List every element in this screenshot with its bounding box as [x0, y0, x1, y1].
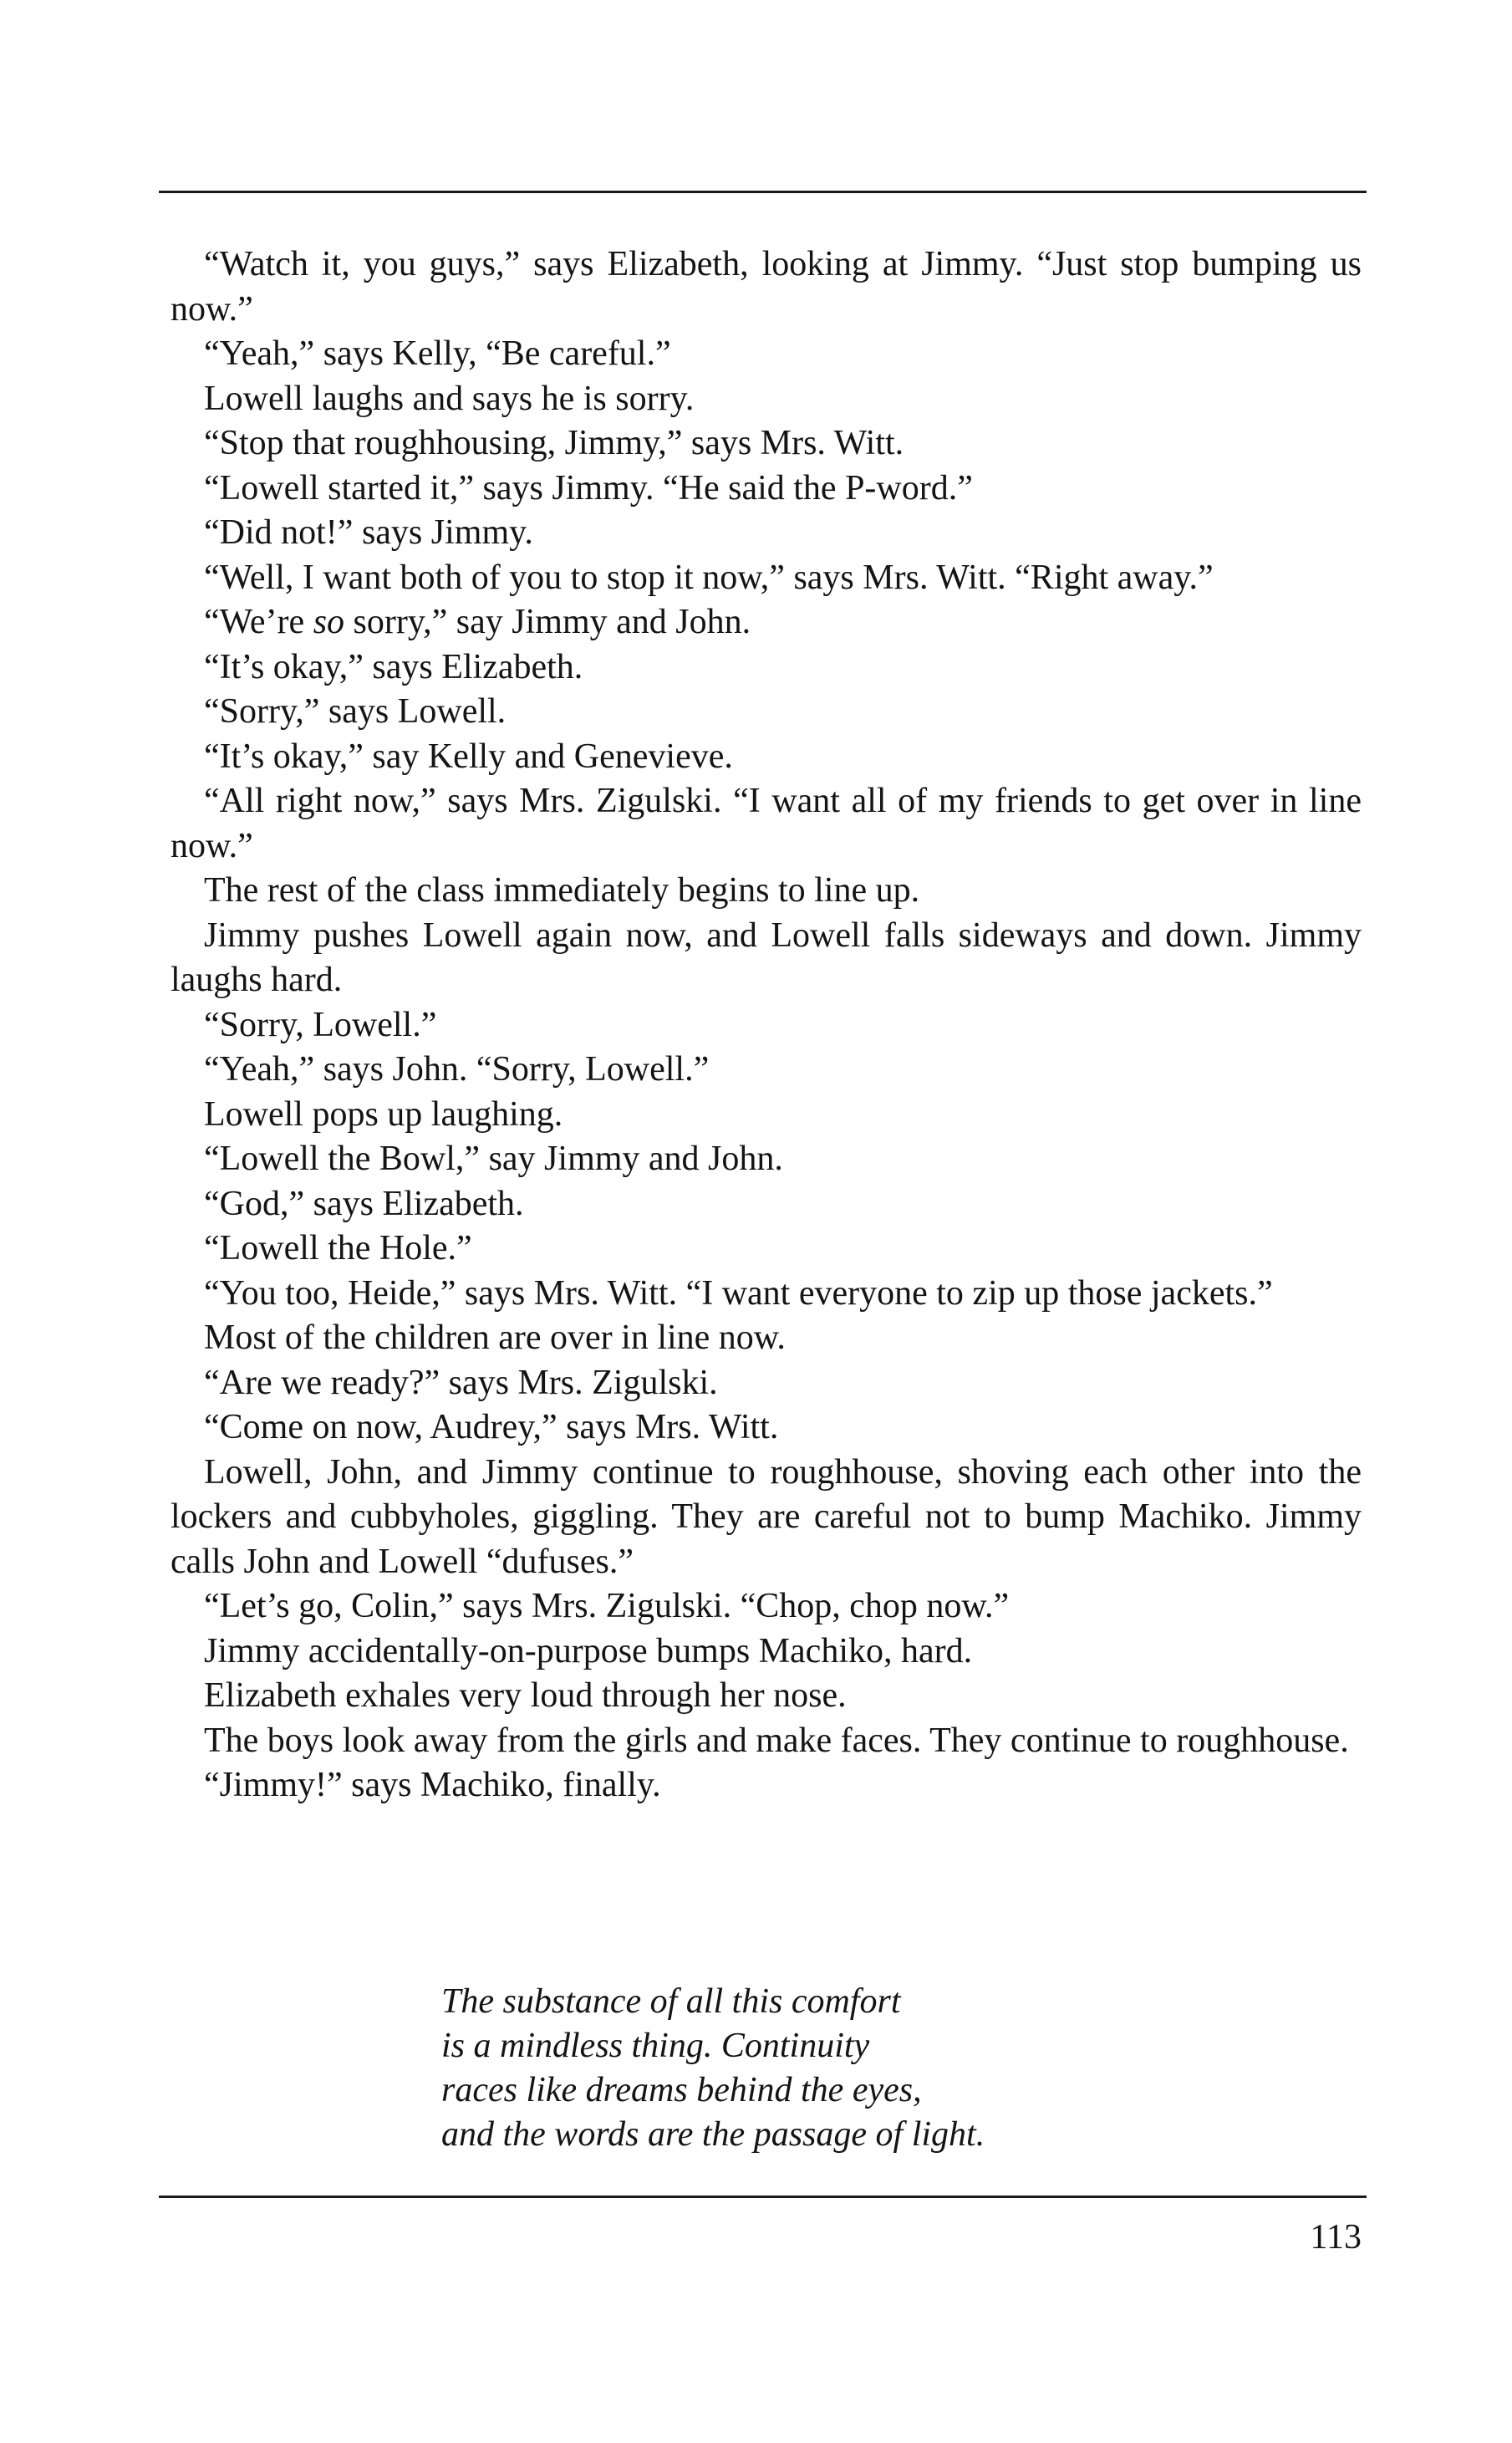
paragraph: “Sorry,” says Lowell. — [204, 692, 507, 731]
poem-line: The substance of all this comfort — [441, 1982, 901, 2021]
paragraph: The boys look away from the girls and make faces. They continue to roughhouse. — [204, 1721, 1349, 1760]
paragraph-text: sorry,” say Jimmy and John. — [344, 603, 751, 641]
paragraph: “Are we ready?” says Mrs. Zigulski. — [204, 1363, 718, 1402]
poem-stanza — [441, 1980, 1277, 2157]
paragraph: “Well, I want both of you to stop it now,” says Mrs. Witt. “Right away.” — [204, 558, 1214, 597]
paragraph: Most of the children are over in line now. — [204, 1318, 786, 1357]
poem-line: is a mindless thing. Continuity — [441, 2027, 870, 2065]
paragraph: Elizabeth exhales very loud through her nose. — [204, 1676, 847, 1715]
top-rule — [159, 191, 1367, 193]
paragraph: Jimmy pushes Lowell again now, and Lowell falls sideways and down. Jimmy laughs hard. — [171, 915, 1362, 999]
poem-line: races like dreams behind the eyes, — [441, 2071, 922, 2109]
paragraph: “Yeah,” says Kelly, “Be careful.” — [204, 334, 671, 373]
paragraph-text: “We’re — [204, 603, 313, 641]
poem-line: and the words are the passage of light. — [441, 2115, 985, 2154]
paragraph — [171, 600, 1362, 645]
paragraph: “Lowell started it,” says Jimmy. “He said the P-word.” — [204, 468, 973, 507]
paragraph: “It’s okay,” says Elizabeth. — [204, 647, 583, 686]
paragraph: “Sorry, Lowell.” — [204, 1005, 437, 1044]
paragraph: Lowell laughs and says he is sorry. — [204, 379, 695, 418]
paragraph: “Let’s go, Colin,” says Mrs. Zigulski. “Chop, chop now.” — [204, 1587, 1010, 1625]
paragraph: “It’s okay,” say Kelly and Genevieve. — [204, 737, 733, 776]
page-number: 113 — [1310, 2218, 1362, 2257]
paragraph: “You too, Heide,” says Mrs. Witt. “I want everyone to zip up those jackets.” — [204, 1273, 1273, 1313]
paragraph: “Lowell the Bowl,” say Jimmy and John. — [204, 1140, 783, 1178]
body-text — [171, 242, 1362, 1808]
paragraph: Lowell, John, and Jimmy continue to roughhouse, shoving each other into the lockers and cubbyholes, giggling. They are careful not to bump Machiko. Jimmy calls John and Lowell “dufuses.” — [171, 1452, 1362, 1581]
paragraph: “All right now,” says Mrs. Zigulski. “I want all of my friends to get over in line now.” — [171, 782, 1362, 865]
paragraph: “Stop that roughhousing, Jimmy,” says Mrs. Witt. — [204, 424, 904, 462]
paragraph: “Come on now, Audrey,” says Mrs. Witt. — [204, 1408, 779, 1446]
paragraph: The rest of the class immediately begins to line up. — [204, 871, 920, 910]
paragraph: “Lowell the Hole.” — [204, 1229, 472, 1267]
paragraph: “Did not!” says Jimmy. — [204, 513, 533, 552]
paragraph: “God,” says Elizabeth. — [204, 1184, 524, 1223]
emphasis-text: so — [313, 603, 345, 641]
paragraph: “Jimmy!” says Machiko, finally. — [204, 1766, 661, 1804]
paragraph: Jimmy accidentally-on-purpose bumps Machiko, hard. — [204, 1631, 973, 1670]
paragraph: “Yeah,” says John. “Sorry, Lowell.” — [204, 1050, 710, 1089]
bottom-rule — [159, 2196, 1367, 2198]
paragraph: “Watch it, you guys,” says Elizabeth, looking at Jimmy. “Just stop bumping us now.” — [171, 245, 1362, 329]
paragraph: Lowell pops up laughing. — [204, 1094, 563, 1134]
